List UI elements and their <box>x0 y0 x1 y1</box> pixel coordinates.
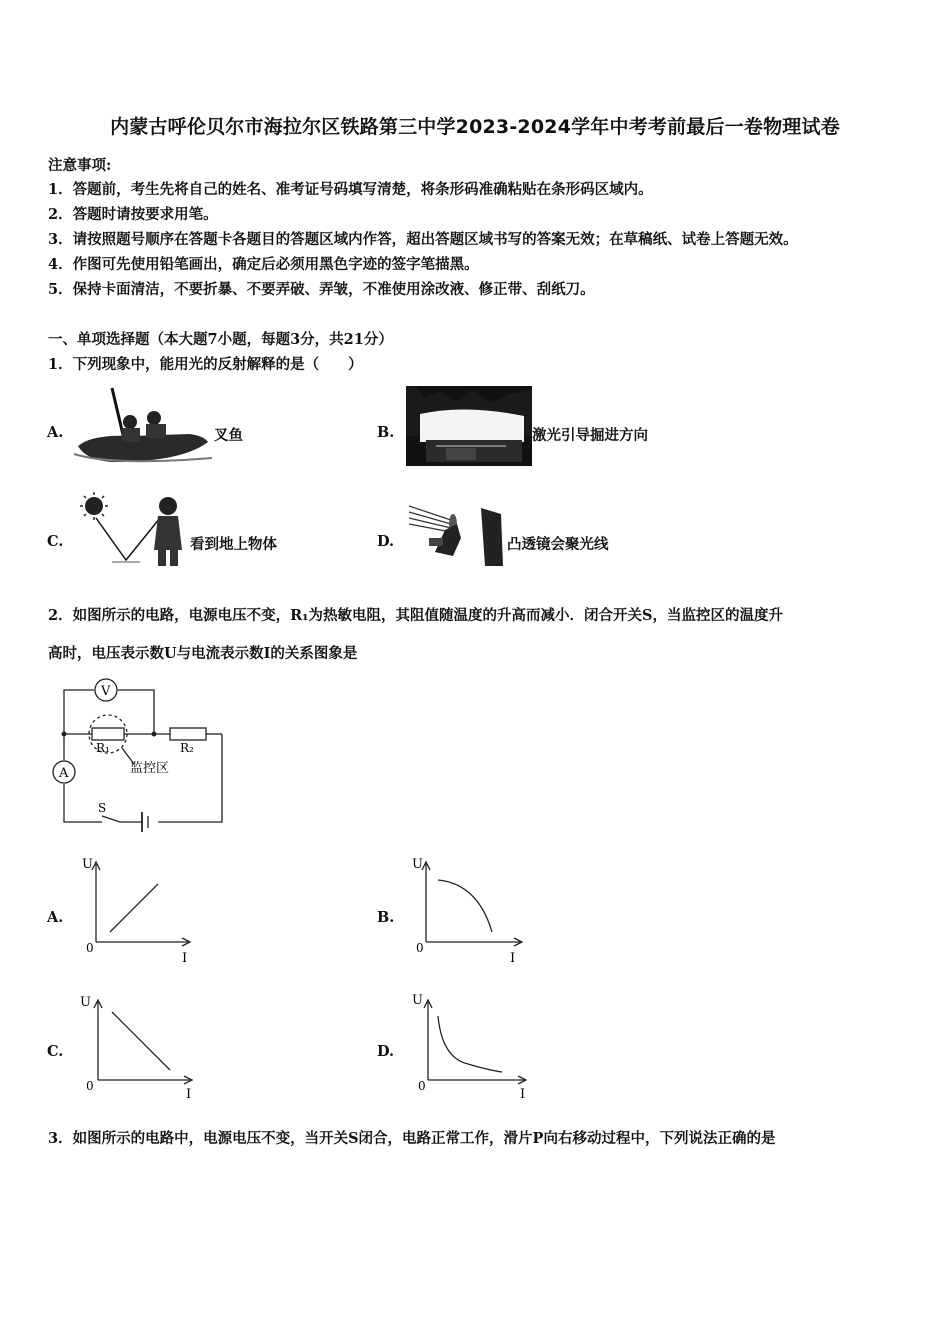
page-title: 内蒙古呼伦贝尔市海拉尔区铁路第三中学2023-2024学年中考考前最后一卷物理试卷 <box>110 116 840 138</box>
graph-c-x-label: I <box>186 1087 192 1102</box>
q2-option-d-letter: D. <box>377 1043 395 1060</box>
convex-lens-image <box>405 494 505 568</box>
notice-item-4: 4．作图可先使用铅笔画出，确定后必须用黑色字迹的签字笔描黑。 <box>48 256 479 273</box>
graph-b-origin-label: 0 <box>416 941 424 955</box>
tunnel-laser-image <box>406 386 532 466</box>
q3-stem: 3．如图所示的电路中，电源电压不变，当开关S闭合，电路正常工作，滑片P向右移动过程中，下列说法正确的是 <box>48 1130 776 1147</box>
graph-c-y-label: U <box>80 995 91 1010</box>
q1-option-b-letter: B. <box>377 424 395 441</box>
q1-option-d-text: 凸透镜会聚光线 <box>507 536 609 553</box>
q2-graph-d <box>408 988 534 1102</box>
graph-a-x-label: I <box>182 951 188 966</box>
graph-c-curve <box>112 1012 170 1070</box>
q2-graph-c <box>78 990 198 1102</box>
graph-d-origin-label: 0 <box>418 1079 426 1093</box>
graph-d-y-label: U <box>412 993 423 1008</box>
q1-option-d-letter: D. <box>377 533 395 550</box>
q2-stem-line2: 高时，电压表示数U与电流表示数I的关系图象是 <box>48 645 358 662</box>
q2-option-b-letter: B. <box>377 909 395 926</box>
graph-a-curve <box>110 884 158 932</box>
ammeter-label: A <box>59 766 69 781</box>
notice-item-3: 3．请按照题号顺序在答题卡各题目的答题区域内作答，超出答题区域书写的答案无效；在草稿纸、试卷上答题无效。 <box>48 231 798 248</box>
graph-b-x-label: I <box>510 951 516 966</box>
spear-fishing-image <box>72 384 214 466</box>
voltmeter-label: V <box>101 684 111 699</box>
graph-d-curve <box>438 1016 502 1072</box>
q2-option-c-letter: C. <box>47 1043 64 1060</box>
q1-stem: 1．下列现象中，能用光的反射解释的是（ ） <box>48 356 363 373</box>
switch-label: S <box>98 801 107 815</box>
r2-label: R₂ <box>180 741 194 755</box>
q1-option-c-text: 看到地上物体 <box>190 536 277 553</box>
q1-option-b-text: 激光引导掘进方向 <box>532 427 648 444</box>
notice-item-2: 2．答题时请按要求用笔。 <box>48 206 218 223</box>
graph-a-y-label: U <box>82 857 93 872</box>
notice-heading: 注意事项: <box>48 157 112 174</box>
q1-option-c-letter: C. <box>47 533 64 550</box>
graph-b-curve <box>438 880 492 932</box>
q2-stem-line1: 2．如图所示的电路，电源电压不变，R₁为热敏电阻，其阻值随温度的升高而减小．闭合开关S，当监控区的温度升 <box>48 607 783 624</box>
reflection-person-image <box>72 490 190 568</box>
graph-b-y-label: U <box>412 857 423 872</box>
graph-a-origin-label: 0 <box>86 941 94 955</box>
q2-graph-b <box>408 854 530 966</box>
notice-item-5: 5．保持卡面清洁，不要折暴、不要弄破、弄皱，不准使用涂改液、修正带、刮纸刀。 <box>48 281 595 298</box>
q2-option-a-letter: A. <box>47 909 64 926</box>
graph-c-origin-label: 0 <box>86 1079 94 1093</box>
monitor-zone-label: 监控区 <box>130 761 170 776</box>
section-heading: 一、单项选择题（本大题7小题，每题3分，共21分） <box>48 331 393 348</box>
notice-item-1: 1．答题前，考生先将自己的姓名、准考证号码填写清楚，将条形码准确粘贴在条形码区域内。 <box>48 181 653 198</box>
q2-graph-a <box>78 854 198 966</box>
q2-circuit-diagram <box>44 676 244 832</box>
q1-option-a-letter: A. <box>47 424 64 441</box>
q1-option-a-text: 叉鱼 <box>214 427 243 444</box>
r1-label: R₁ <box>96 741 110 755</box>
graph-d-x-label: I <box>520 1087 526 1102</box>
